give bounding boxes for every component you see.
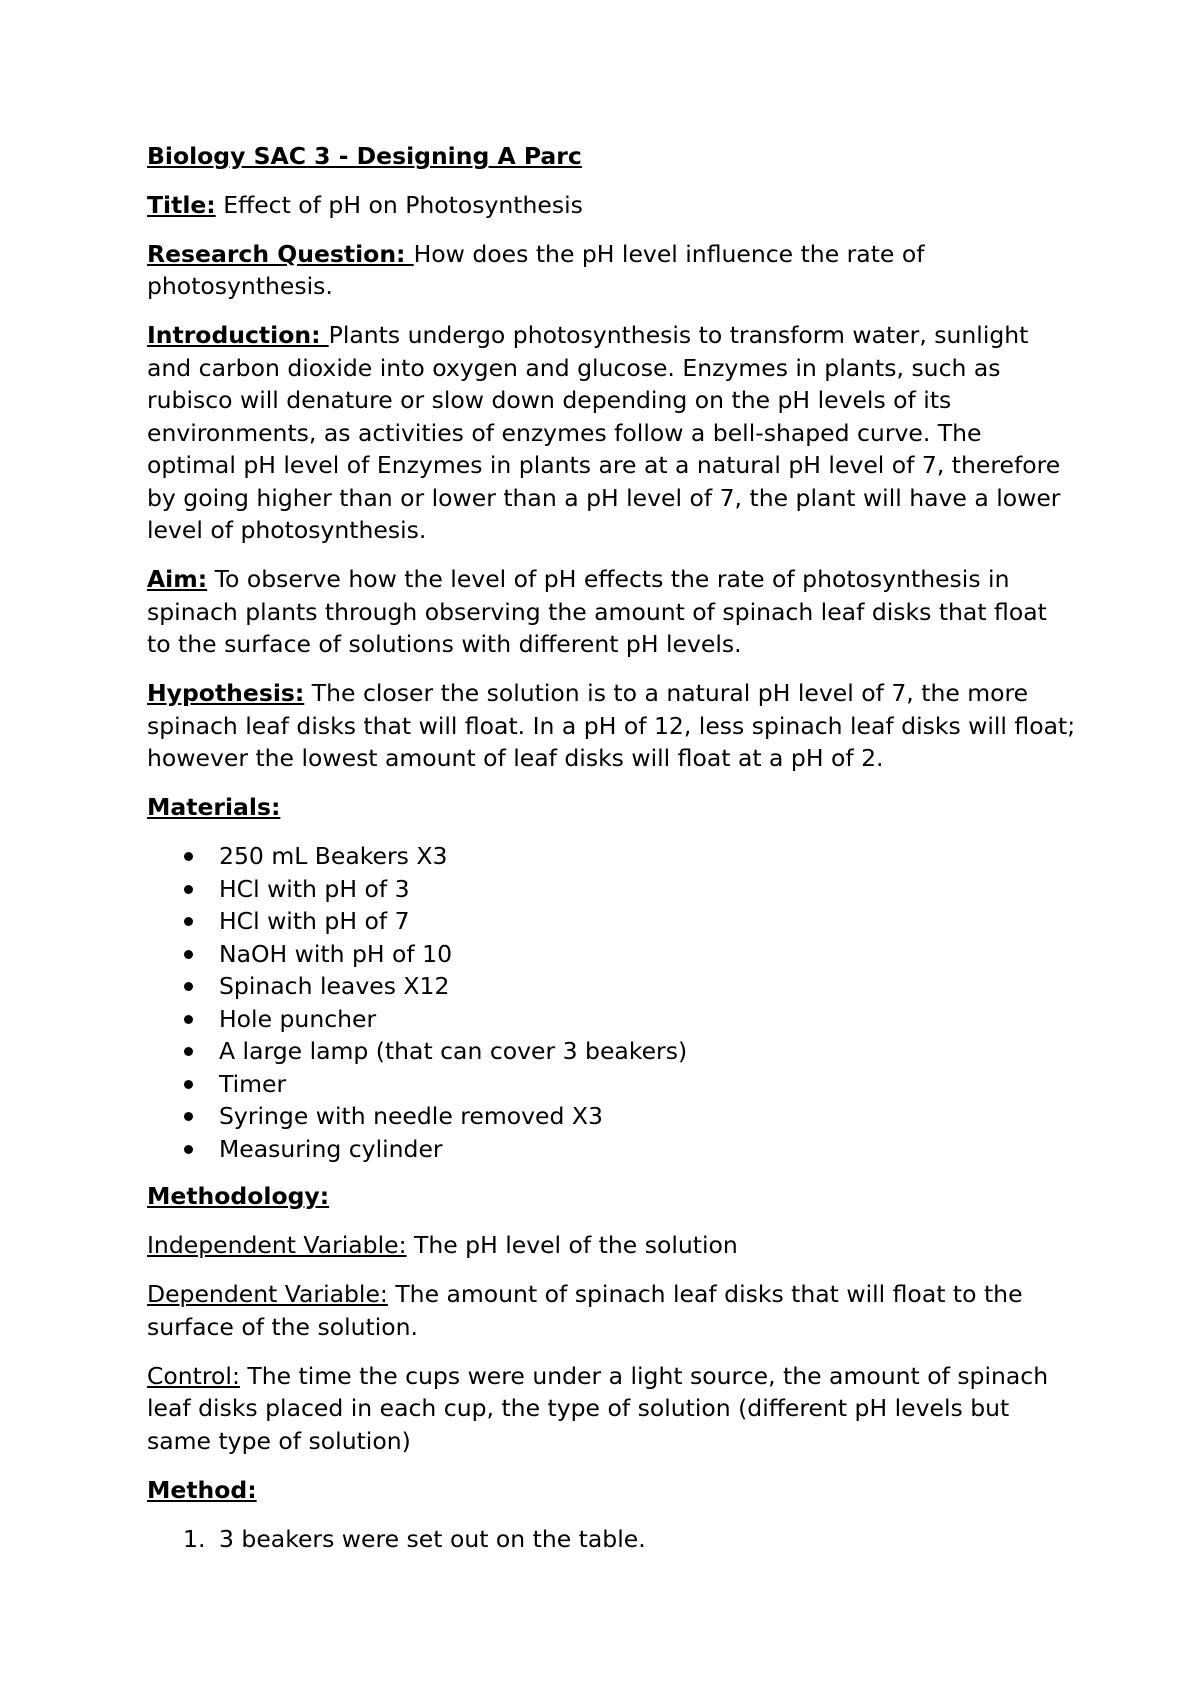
independent-variable-paragraph <box>147 1229 1077 1262</box>
list-item <box>147 840 1077 873</box>
list-item-text: A large lamp (that can cover 3 beakers) <box>219 1037 688 1065</box>
research-question-paragraph <box>147 238 1077 303</box>
control-label: Control: <box>147 1361 240 1390</box>
aim-paragraph <box>147 563 1077 661</box>
list-item-text: Measuring cylinder <box>219 1134 443 1163</box>
methodology-label: Methodology: <box>147 1182 330 1210</box>
list-item <box>147 938 1077 971</box>
list-item <box>147 1523 1077 1556</box>
aim-text: To observe how the level of pH effects the rate of photosynthesis in spinach plants through observing the amount of spinach leaf disks that float to the surface of solutions with different pH levels. <box>147 565 1047 658</box>
list-item-text: HCl with pH of 7 <box>219 907 410 935</box>
list-item <box>147 1133 1077 1166</box>
list-item <box>147 905 1077 938</box>
control-paragraph <box>147 1360 1077 1458</box>
list-item-text: 250 mL Beakers X3 <box>219 842 448 870</box>
method-list <box>147 1523 1077 1556</box>
list-item-text: NaOH with pH of 10 <box>219 939 453 968</box>
document-page <box>147 140 1077 1555</box>
introduction-text: Plants undergo photosynthesis to transform water, sunlight and carbon dioxide into oxygen and glucose. Enzymes in plants, such as rubisco will denature or slow down depending on the pH levels of its environments, as activities of enzymes follow a bell-shaped curve. The optimal pH level of Enzymes in plants are at a natural pH level of 7, therefore by going higher than or lower than a pH level of 7, the plant will have a lower level of photosynthesis. <box>147 321 1061 544</box>
list-item-text: Syringe with needle removed X3 <box>219 1102 603 1130</box>
materials-label: Materials: <box>147 793 281 821</box>
introduction-paragraph <box>147 319 1077 547</box>
introduction-label: Introduction: <box>147 321 329 349</box>
research-question-text: How does the pH level influence the rate of photosynthesis. <box>147 239 925 300</box>
list-item <box>147 1068 1077 1101</box>
step-text: 3 beakers were set out on the table. <box>219 1524 646 1553</box>
title-text: Effect of pH on Photosynthesis <box>215 190 583 219</box>
method-paragraph <box>147 1474 1077 1507</box>
list-item <box>147 1035 1077 1068</box>
bullet-icon <box>184 1047 193 1056</box>
materials-list <box>147 840 1077 1165</box>
methodology-paragraph <box>147 1180 1077 1213</box>
bullet-icon <box>184 917 193 926</box>
control-text: The time the cups were under a light source, the amount of spinach leaf disks placed in each cup, the type of solution (different pH levels but same type of solution) <box>147 1361 1049 1455</box>
bullet-icon <box>184 1080 193 1089</box>
aim-label: Aim: <box>147 565 208 593</box>
bullet-icon <box>184 982 193 991</box>
step-number: 1. <box>183 1524 206 1553</box>
hypothesis-paragraph <box>147 677 1077 775</box>
dependent-variable-label: Dependent Variable: <box>147 1280 388 1308</box>
independent-variable-label: Independent Variable: <box>147 1231 407 1259</box>
bullet-icon <box>184 885 193 894</box>
bullet-icon <box>184 1145 193 1154</box>
hypothesis-label: Hypothesis: <box>147 679 305 707</box>
materials-paragraph <box>147 791 1077 824</box>
independent-variable-text: The pH level of the solution <box>406 1231 738 1259</box>
list-item <box>147 970 1077 1003</box>
list-item-text: Timer <box>219 1069 287 1098</box>
list-item <box>147 1003 1077 1036</box>
list-item-text: Hole puncher <box>219 1004 377 1033</box>
bullet-icon <box>184 950 193 959</box>
bullet-icon <box>184 852 193 861</box>
dependent-variable-text: The amount of spinach leaf disks that will float to the surface of the solution. <box>147 1280 1023 1341</box>
list-item <box>147 1100 1077 1133</box>
list-item-text: Spinach leaves X12 <box>219 972 450 1000</box>
method-label: Method: <box>147 1475 257 1504</box>
dependent-variable-paragraph <box>147 1278 1077 1343</box>
list-item <box>147 873 1077 906</box>
bullet-icon <box>184 1112 193 1121</box>
title-paragraph <box>147 189 1077 222</box>
bullet-icon <box>184 1015 193 1024</box>
hypothesis-text: The closer the solution is to a natural pH level of 7, the more spinach leaf disks that will float. In a pH of 12, less spinach leaf disks will float; however the lowest amount of leaf disks will float at a pH of 2. <box>147 679 1076 772</box>
title-label: Title: <box>147 190 216 219</box>
research-question-label: Research Question: <box>147 239 414 268</box>
list-item-text: HCl with pH of 3 <box>219 874 410 903</box>
document-title: Biology SAC 3 - Designing A Parc <box>147 142 582 170</box>
